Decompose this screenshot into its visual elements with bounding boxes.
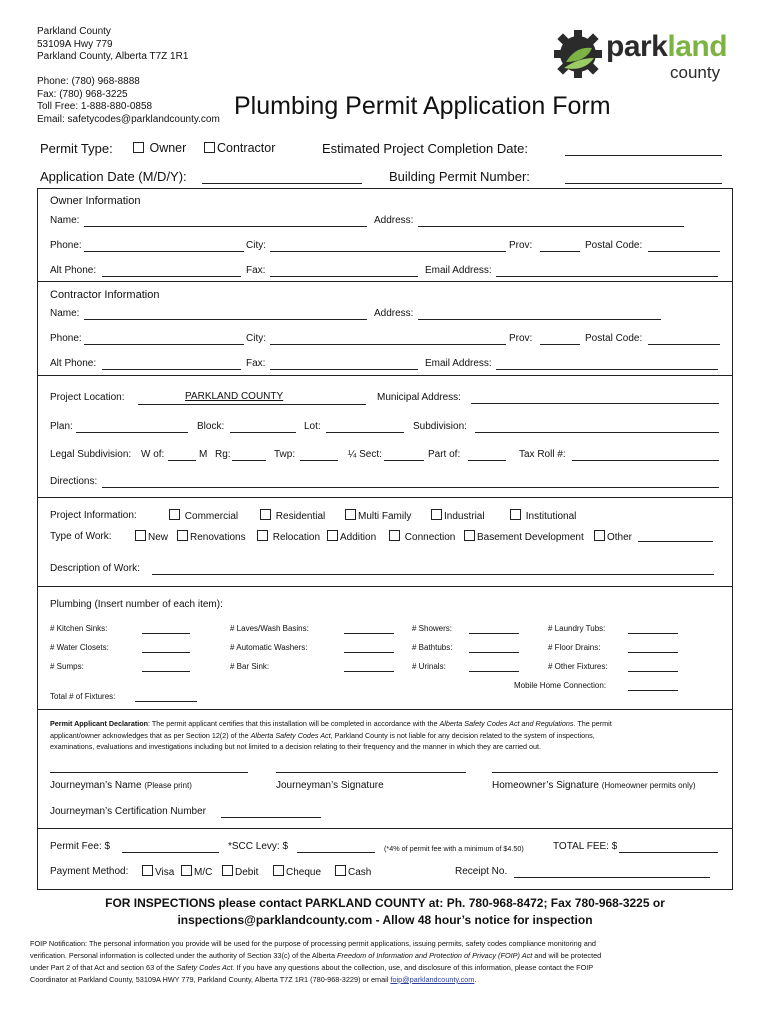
option-residential[interactable]: Residential bbox=[260, 509, 325, 522]
owner-address-label: Address: bbox=[374, 215, 414, 226]
org-city: Parkland County, Alberta T7Z 1R1 bbox=[37, 51, 189, 62]
industrial-checkbox[interactable] bbox=[431, 509, 442, 520]
payment-method-label: Payment Method: bbox=[50, 866, 129, 877]
partof-field[interactable] bbox=[468, 460, 506, 461]
option-institutional[interactable]: Institutional bbox=[510, 509, 576, 522]
option-industrial[interactable]: Industrial bbox=[431, 509, 485, 522]
owner-phone-label: Phone: bbox=[50, 240, 82, 251]
taxroll-label: Tax Roll #: bbox=[519, 449, 566, 460]
work-renovations[interactable]: Renovations bbox=[177, 530, 246, 543]
location-section bbox=[37, 375, 733, 498]
owner-postal-label: Postal Code: bbox=[585, 240, 643, 251]
contractor-heading: Contractor Information bbox=[50, 289, 160, 301]
owner-altphone-field[interactable] bbox=[102, 276, 241, 277]
journeyman-name-field[interactable] bbox=[50, 772, 248, 773]
owner-checkbox[interactable] bbox=[133, 142, 144, 153]
bar-sink-label: # Bar Sink: bbox=[230, 662, 270, 671]
contractor-altphone-field[interactable] bbox=[102, 369, 241, 370]
addition-checkbox[interactable] bbox=[327, 530, 338, 541]
bathtubs-field[interactable] bbox=[469, 652, 519, 653]
municipal-label: Municipal Address: bbox=[377, 392, 461, 403]
contractor-fax-label: Fax: bbox=[246, 358, 266, 369]
residential-checkbox[interactable] bbox=[260, 509, 271, 520]
water-closets-field[interactable] bbox=[142, 652, 190, 653]
owner-city-label: City: bbox=[246, 240, 266, 251]
relocation-checkbox[interactable] bbox=[257, 530, 268, 541]
contractor-prov-label: Prov: bbox=[509, 333, 533, 344]
inspections-line1: FOR INSPECTIONS please contact PARKLAND COUNTY at: Ph. 780-968-8472; Fax 780-968-3225 or bbox=[105, 896, 665, 910]
fees-section bbox=[37, 828, 733, 890]
m-label: M bbox=[199, 449, 208, 460]
plan-field[interactable] bbox=[76, 432, 188, 433]
org-fax: Fax: (780) 968-3225 bbox=[37, 88, 128, 100]
work-relocation[interactable]: Relocation bbox=[257, 530, 320, 543]
owner-prov-label: Prov: bbox=[509, 240, 533, 251]
laundry-tubs-field[interactable] bbox=[628, 633, 678, 634]
bathtubs-label: # Bathtubs: bbox=[412, 643, 453, 652]
application-date-label: Application Date (M/D/Y): bbox=[40, 169, 187, 184]
inspections-line2: inspections@parklandcounty.com - Allow 48 hour’s notice for inspection bbox=[177, 913, 593, 927]
total-fixtures-label: Total # of Fixtures: bbox=[50, 692, 116, 701]
auto-washers-label: # Automatic Washers: bbox=[230, 643, 308, 652]
urinals-field[interactable] bbox=[469, 671, 519, 672]
owner-altphone-label: Alt Phone: bbox=[50, 265, 97, 276]
homeowner-signature-label: Homeowner’s Signature (Homeowner permits only) bbox=[492, 780, 696, 791]
owner-prov-field[interactable] bbox=[540, 251, 580, 252]
floor-drains-label: # Floor Drains: bbox=[548, 643, 601, 652]
contractor-postal-field[interactable] bbox=[648, 344, 720, 345]
permit-type-label: Permit Type: bbox=[40, 141, 113, 156]
legal-label: Legal Subdivision: bbox=[50, 449, 132, 460]
scc-levy-label: *SCC Levy: $ bbox=[228, 841, 289, 852]
multifamily-checkbox[interactable] bbox=[345, 509, 356, 520]
owner-phone-field[interactable] bbox=[84, 251, 244, 252]
permit-type-owner[interactable]: Owner bbox=[133, 141, 186, 155]
owner-name-field[interactable] bbox=[84, 226, 367, 227]
water-closets-label: # Water Closets: bbox=[50, 643, 109, 652]
visa-checkbox[interactable] bbox=[142, 865, 153, 876]
org-name: Parkland County bbox=[37, 26, 111, 37]
taxroll-field[interactable] bbox=[572, 460, 719, 461]
payment-cheque[interactable]: Cheque bbox=[273, 865, 321, 878]
total-fee-label: TOTAL FEE: $ bbox=[553, 841, 618, 852]
owner-email-label: Email Address: bbox=[425, 265, 492, 276]
option-multifamily[interactable]: Multi Family bbox=[345, 509, 411, 522]
work-other-field[interactable] bbox=[638, 541, 713, 542]
total-fee-field[interactable] bbox=[619, 852, 718, 853]
cheque-checkbox[interactable] bbox=[273, 865, 284, 876]
contractor-address-field[interactable] bbox=[418, 319, 661, 320]
other-fixtures-field[interactable] bbox=[628, 671, 678, 672]
new-checkbox[interactable] bbox=[135, 530, 146, 541]
bar-sink-field[interactable] bbox=[344, 671, 394, 672]
other-fixtures-label: # Other Fixtures: bbox=[548, 662, 608, 671]
completion-date-field[interactable] bbox=[565, 155, 722, 156]
work-addition[interactable]: Addition bbox=[327, 530, 376, 543]
payment-visa[interactable]: Visa bbox=[142, 865, 174, 878]
contractor-checkbox[interactable] bbox=[204, 142, 215, 153]
page-title: Plumbing Permit Application Form bbox=[234, 92, 611, 120]
payment-cash[interactable]: Cash bbox=[335, 865, 371, 878]
contractor-name-field[interactable] bbox=[84, 319, 367, 320]
contractor-address-label: Address: bbox=[374, 308, 414, 319]
homeowner-signature-field[interactable] bbox=[492, 772, 718, 773]
certification-label: Journeyman’s Certification Number bbox=[50, 806, 206, 817]
sumps-label: # Sumps: bbox=[50, 662, 84, 671]
option-commercial[interactable]: Commercial bbox=[169, 509, 238, 522]
location-field[interactable] bbox=[138, 391, 366, 405]
total-fixtures-field[interactable] bbox=[135, 701, 197, 702]
laundry-tubs-label: # Laundry Tubs: bbox=[548, 624, 606, 633]
org-contacts bbox=[37, 76, 220, 126]
contractor-phone-field[interactable] bbox=[84, 344, 244, 345]
sect-field[interactable] bbox=[384, 460, 424, 461]
certification-field[interactable] bbox=[221, 817, 321, 818]
directions-label: Directions: bbox=[50, 476, 98, 487]
contractor-postal-label: Postal Code: bbox=[585, 333, 643, 344]
owner-heading: Owner Information bbox=[50, 195, 141, 207]
other-checkbox[interactable] bbox=[594, 530, 605, 541]
receipt-label: Receipt No. bbox=[455, 866, 508, 877]
twp-label: Twp: bbox=[274, 449, 296, 460]
wof-label: W of: bbox=[141, 449, 165, 460]
completion-date-label: Estimated Project Completion Date: bbox=[322, 141, 528, 156]
auto-washers-field[interactable] bbox=[344, 652, 394, 653]
contractor-phone-label: Phone: bbox=[50, 333, 82, 344]
receipt-field[interactable] bbox=[514, 877, 710, 878]
partof-label: Part of: bbox=[428, 449, 461, 460]
foip-notification: FOIP Notification: The personal information you provide will be used for the purpose of processing permit applications, issuing permits, safety codes compliance monitoring and verification. Personal information is collected under the authority of Section 33(c) of the Alberta Freedom of Information and Protection of Privacy (FOIP) Act and will be protected under Part 2 of that Act and section 63 of the Safety Codes Act. If you have any questions about the collection, use, and disclosure of this information, please contact the FOIP Coordinator at Parkland County, 53109A HWY 779, Parkland County, Alberta T7Z 1R1 (780-968-3229) or email foip@parklandcounty.com. bbox=[30, 939, 602, 984]
payment-debit[interactable]: Debit bbox=[222, 865, 258, 878]
application-date-field[interactable] bbox=[202, 183, 362, 184]
owner-address-field[interactable] bbox=[418, 226, 684, 227]
mobile-home-field[interactable] bbox=[628, 690, 678, 691]
project-info-section bbox=[37, 497, 733, 587]
showers-field[interactable] bbox=[469, 633, 519, 634]
org-address bbox=[37, 26, 188, 64]
permit-fee-label: Permit Fee: $ bbox=[50, 841, 111, 852]
payment-mc[interactable]: M/C bbox=[181, 865, 212, 878]
lot-field[interactable] bbox=[326, 432, 404, 433]
block-field[interactable] bbox=[230, 432, 296, 433]
org-street: 53109A Hwy 779 bbox=[37, 38, 113, 50]
contractor-email-label: Email Address: bbox=[425, 358, 492, 369]
mobile-home-label: Mobile Home Connection: bbox=[514, 681, 607, 690]
basement-checkbox[interactable] bbox=[464, 530, 475, 541]
plumbing-heading: Plumbing (Insert number of each item): bbox=[50, 599, 223, 610]
laves-label: # Laves/Wash Basins: bbox=[230, 624, 309, 633]
project-info-label: Project Information: bbox=[50, 510, 137, 521]
org-email: Email: safetycodes@parklandcounty.com bbox=[37, 113, 220, 125]
building-permit-label: Building Permit Number: bbox=[389, 169, 530, 184]
sect-label: ¼ Sect: bbox=[348, 449, 382, 460]
foip-email-link[interactable]: foip@parklandcounty.com bbox=[390, 975, 475, 984]
twp-field[interactable] bbox=[300, 460, 338, 461]
contractor-email-field[interactable] bbox=[496, 369, 718, 370]
journeyman-signature-field[interactable] bbox=[276, 772, 466, 773]
cash-checkbox[interactable] bbox=[335, 865, 346, 876]
logo-text: parkland bbox=[606, 30, 728, 63]
floor-drains-field[interactable] bbox=[628, 652, 678, 653]
contractor-city-label: City: bbox=[246, 333, 266, 344]
contractor-prov-field[interactable] bbox=[540, 344, 580, 345]
owner-postal-field[interactable] bbox=[648, 251, 720, 252]
owner-fax-field[interactable] bbox=[270, 276, 418, 277]
owner-city-field[interactable] bbox=[270, 251, 506, 252]
plumbing-section bbox=[37, 586, 733, 710]
permit-type-contractor[interactable]: Contractor bbox=[204, 141, 275, 155]
work-basement[interactable]: Basement Development bbox=[464, 530, 584, 543]
parkland-logo bbox=[552, 26, 732, 84]
description-field[interactable] bbox=[152, 574, 714, 575]
logo-county: county bbox=[670, 63, 721, 82]
connection-checkbox[interactable] bbox=[389, 530, 400, 541]
declaration-section bbox=[37, 709, 733, 829]
work-connection[interactable]: Connection bbox=[389, 530, 455, 543]
kitchen-sinks-label: # Kitchen Sinks: bbox=[50, 624, 108, 633]
municipal-field[interactable] bbox=[471, 403, 719, 404]
laves-field[interactable] bbox=[344, 633, 394, 634]
rg-label: Rg: bbox=[215, 449, 231, 460]
owner-fax-label: Fax: bbox=[246, 265, 266, 276]
owner-name-label: Name: bbox=[50, 215, 80, 226]
kitchen-sinks-field[interactable] bbox=[142, 633, 190, 634]
sumps-field[interactable] bbox=[142, 671, 190, 672]
owner-email-field[interactable] bbox=[496, 276, 718, 277]
org-tollfree: Toll Free: 1-888-880-0858 bbox=[37, 101, 153, 112]
inspections-notice bbox=[0, 895, 770, 929]
urinals-label: # Urinals: bbox=[412, 662, 446, 671]
contractor-section bbox=[37, 281, 733, 376]
location-label: Project Location: bbox=[50, 392, 125, 403]
scc-levy-field[interactable] bbox=[297, 852, 375, 853]
block-label: Block: bbox=[197, 421, 225, 432]
declaration-text: Permit Applicant Declaration: The permit applicant certifies that this installation will be completed in accordance with the Alberta Safety Codes Act and Regulations. The permit applicant/owner acknowledges that as per Section 12(2) of the Alberta Safety Codes Act, Parkland County is not liable for any decision related to the system of inspections, examinations, evaluations and investigations including but not limited to a decision relating to their frequency and the manner in which they are carried out. bbox=[50, 719, 612, 751]
lot-label: Lot: bbox=[304, 421, 321, 432]
commercial-checkbox[interactable] bbox=[169, 509, 180, 520]
scc-levy-note: (*4% of permit fee with a minimum of $4.50) bbox=[384, 844, 524, 853]
contractor-fax-field[interactable] bbox=[270, 369, 418, 370]
journeyman-name-label: Journeyman’s Name (Please print) bbox=[50, 780, 192, 791]
work-other[interactable]: Other bbox=[594, 530, 632, 543]
debit-checkbox[interactable] bbox=[222, 865, 233, 876]
contractor-city-field[interactable] bbox=[270, 344, 506, 345]
logo-gear-icon bbox=[552, 28, 604, 80]
permit-fee-field[interactable] bbox=[122, 852, 219, 853]
org-phone: Phone: (780) 968-8888 bbox=[37, 76, 140, 87]
subdivision-field[interactable] bbox=[475, 432, 719, 433]
contractor-altphone-label: Alt Phone: bbox=[50, 358, 97, 369]
contractor-name-label: Name: bbox=[50, 308, 80, 319]
mc-checkbox[interactable] bbox=[181, 865, 192, 876]
directions-field[interactable] bbox=[102, 487, 719, 488]
work-new[interactable]: New bbox=[135, 530, 168, 543]
institutional-checkbox[interactable] bbox=[510, 509, 521, 520]
renovations-checkbox[interactable] bbox=[177, 530, 188, 541]
wof-field[interactable] bbox=[168, 460, 196, 461]
plan-label: Plan: bbox=[50, 421, 73, 432]
type-of-work-label: Type of Work: bbox=[50, 531, 112, 542]
location-value: PARKLAND COUNTY bbox=[185, 391, 284, 402]
owner-section bbox=[37, 188, 733, 282]
subdivision-label: Subdivision: bbox=[413, 421, 467, 432]
description-label: Description of Work: bbox=[50, 563, 140, 574]
showers-label: # Showers: bbox=[412, 624, 453, 633]
rg-field[interactable] bbox=[232, 460, 266, 461]
building-permit-field[interactable] bbox=[565, 183, 722, 184]
journeyman-signature-label: Journeyman’s Signature bbox=[276, 780, 384, 791]
